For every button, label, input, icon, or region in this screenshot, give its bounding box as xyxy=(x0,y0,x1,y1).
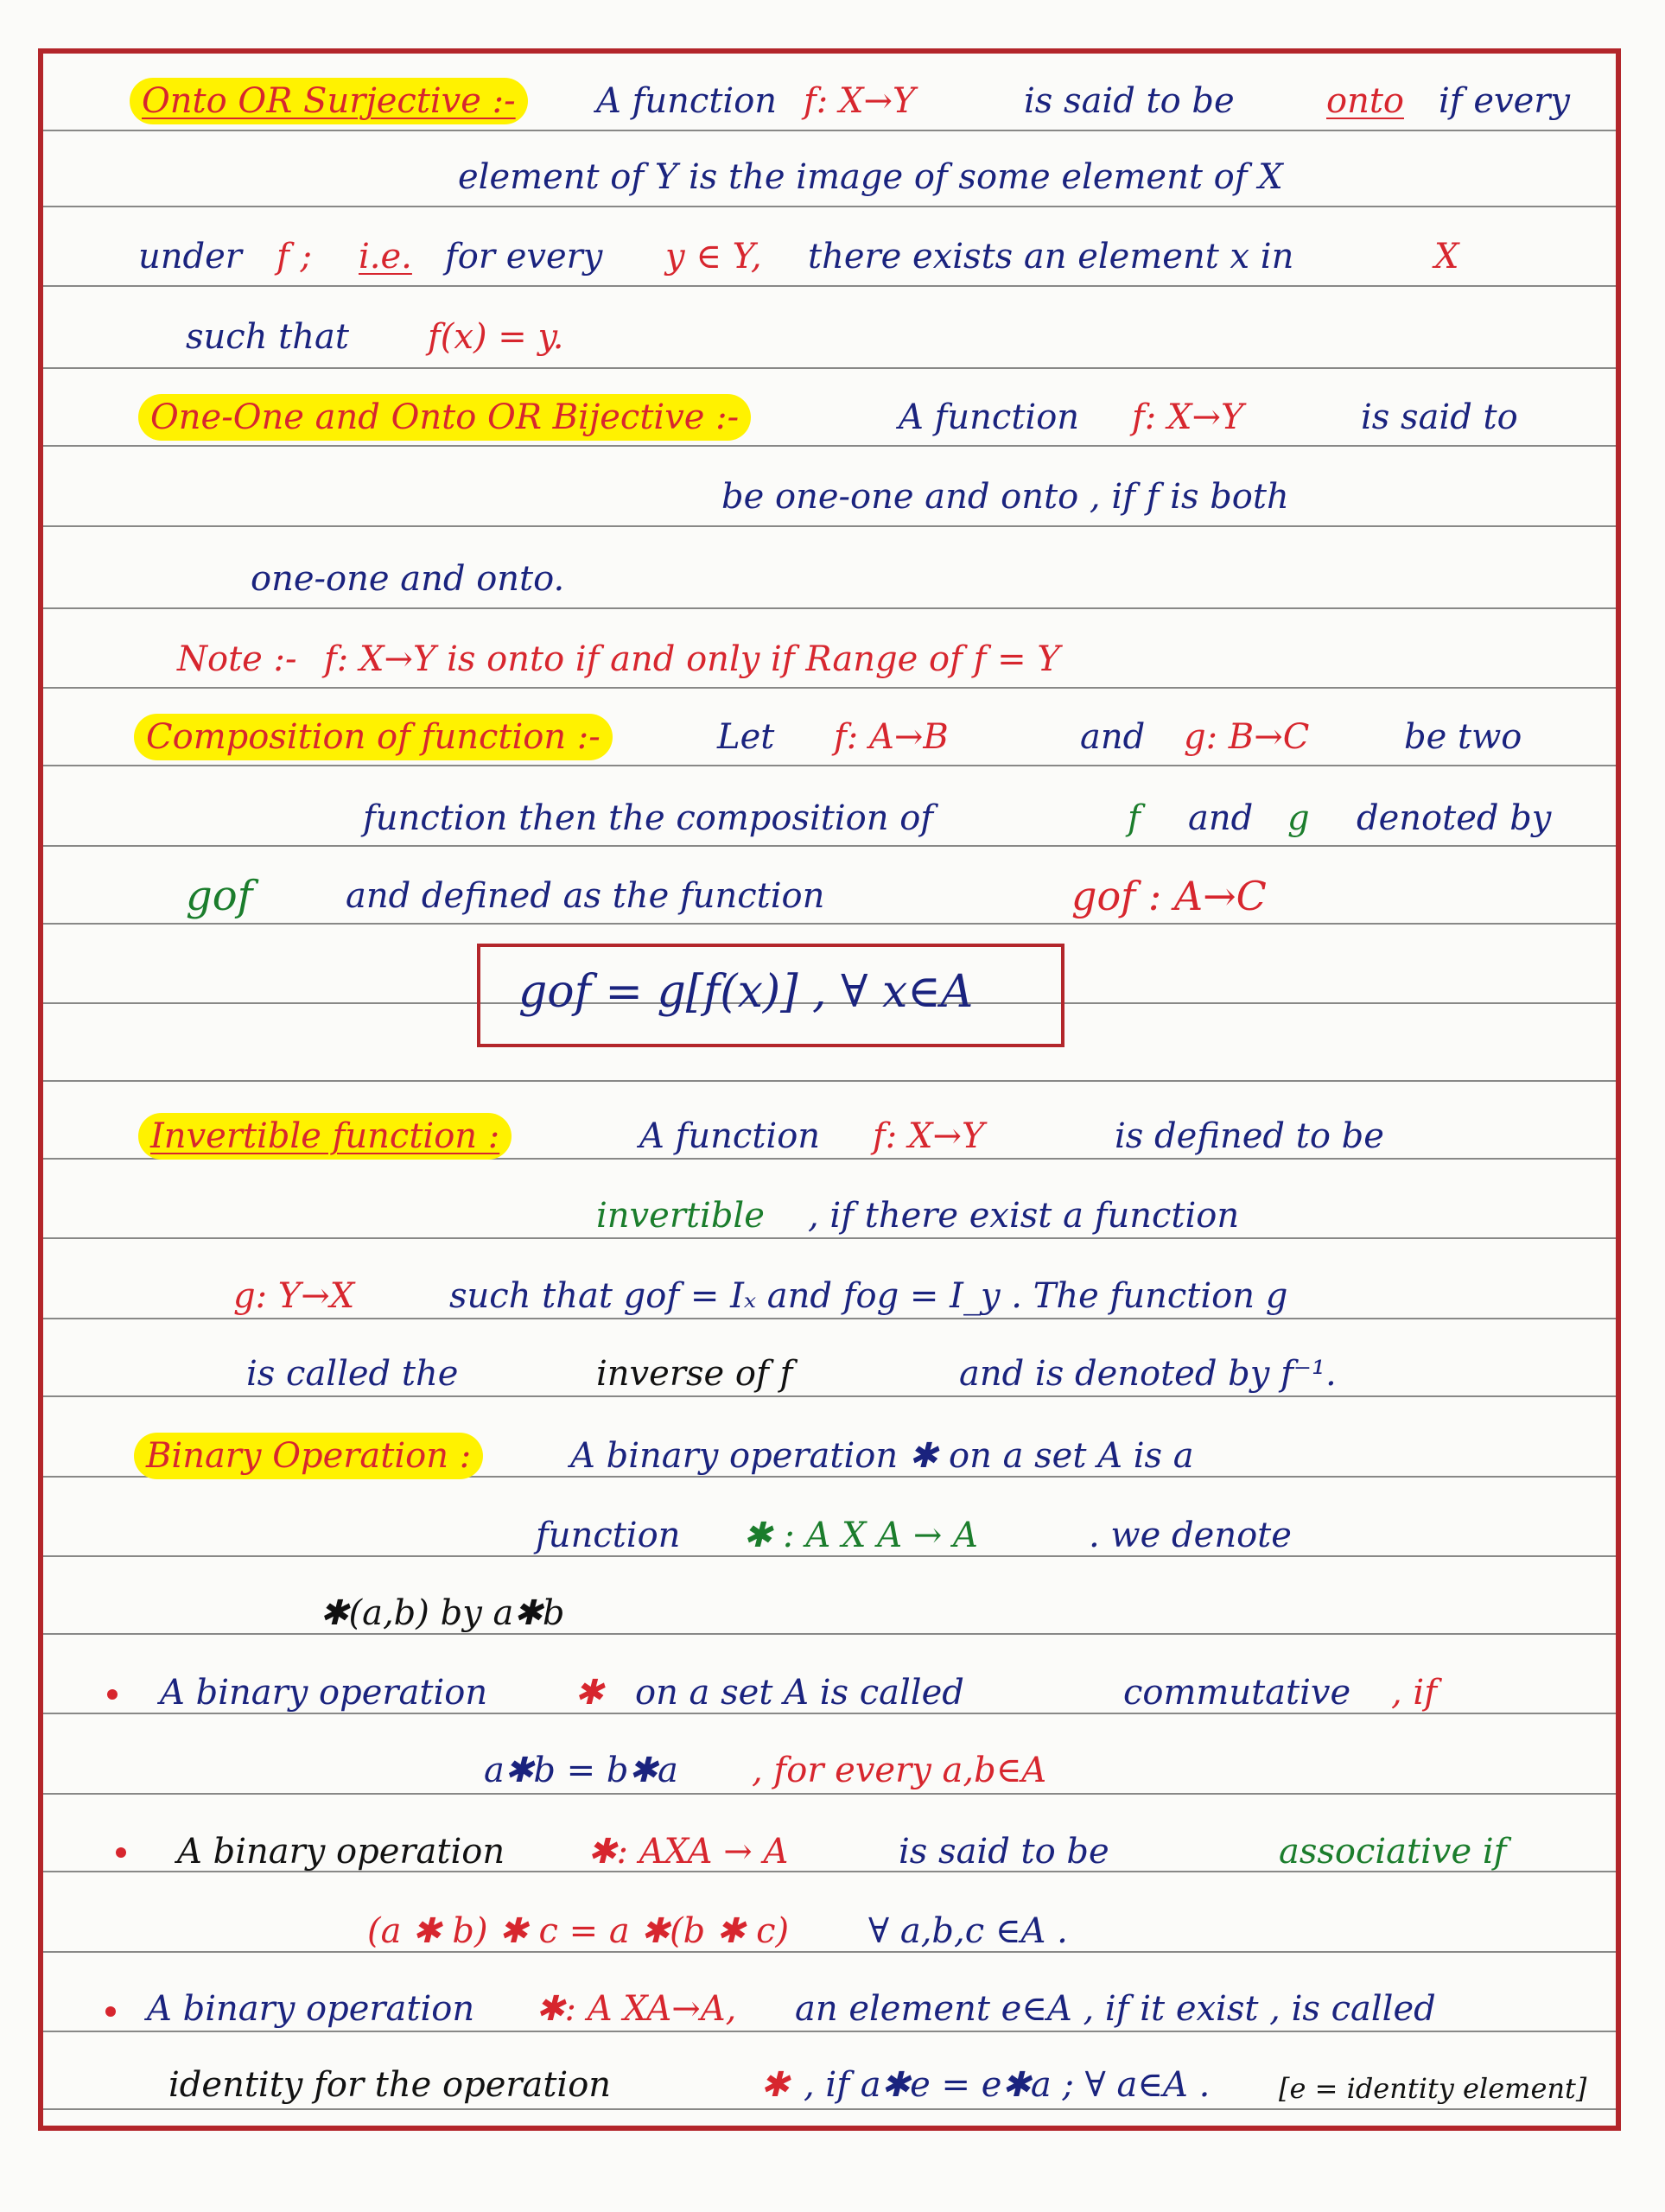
onto-text: under xyxy=(138,237,242,276)
binary-text: ✱(a,b) by a✱b xyxy=(320,1593,565,1633)
onto-text: is said to be xyxy=(1024,81,1235,121)
invertible-text: A function xyxy=(639,1116,821,1156)
onto-text: for every xyxy=(445,237,603,276)
bullet-formula: (a ✱ b) ✱ c = a ✱(b ✱ c) xyxy=(367,1911,790,1951)
note-label: Note :- xyxy=(177,639,297,679)
composition-heading: Composition of function :- xyxy=(134,715,613,759)
bullet-dot xyxy=(105,2006,116,2017)
onto-text: i.e. xyxy=(359,237,412,276)
onto-text: there exists an element x in xyxy=(808,237,1294,276)
bullet-text: ✱: AXA → A xyxy=(588,1832,789,1872)
composition-text: and xyxy=(1188,798,1254,838)
composition-text: function then the composition of xyxy=(363,798,934,838)
composition-text: gof xyxy=(186,872,253,920)
invertible-text: is called the xyxy=(246,1354,459,1394)
bullet-text: ✱: A XA→A, xyxy=(536,1989,737,2029)
onto-keyword: onto xyxy=(1326,81,1404,121)
bijective-text: one-one and onto. xyxy=(251,559,565,599)
bullet-keyword: identity for the operation xyxy=(168,2065,612,2105)
bullet-text: A binary operation xyxy=(177,1832,505,1872)
bullet-text: ∀ a,b,c ∈A . xyxy=(868,1911,1068,1951)
onto-text: f ; xyxy=(276,237,312,276)
bijective-heading: One-One and Onto OR Bijective :- xyxy=(138,396,751,439)
bullet-text: , for every a,b∈A xyxy=(752,1751,1047,1790)
binary-text: ✱ : A X A → A xyxy=(743,1516,978,1555)
bullet-text: an element e∈A , if it exist , is called xyxy=(795,1989,1436,2029)
bijective-text: A function xyxy=(899,397,1080,437)
invertible-text: and is denoted by f⁻¹. xyxy=(959,1354,1337,1394)
onto-text: A function xyxy=(596,81,778,121)
page-border xyxy=(38,48,1621,2131)
binary-text: A binary operation ✱ on a set A is a xyxy=(570,1436,1194,1476)
invertible-text: is defined to be xyxy=(1115,1116,1384,1156)
onto-func: f: X→Y xyxy=(804,81,916,121)
bijective-func: f: X→Y xyxy=(1132,397,1244,437)
onto-text: f(x) = y. xyxy=(428,317,564,357)
onto-text: X xyxy=(1434,237,1459,276)
bullet-text: ✱ xyxy=(760,2065,790,2105)
bullet-text: A binary operation xyxy=(147,1989,475,2029)
composition-text: Let xyxy=(717,717,775,757)
onto-text: element of Y is the image of some element of X xyxy=(458,157,1283,197)
bullet-keyword: associative if xyxy=(1279,1832,1507,1872)
binary-heading: Binary Operation : xyxy=(134,1434,483,1478)
composition-text: and defined as the function xyxy=(346,876,825,916)
binary-text: function xyxy=(536,1516,681,1555)
invertible-text: f: X→Y xyxy=(873,1116,985,1156)
bullet-dot xyxy=(116,1847,126,1858)
bullet-text: ✱ xyxy=(575,1673,604,1713)
bullet-dot xyxy=(107,1689,118,1700)
bijective-text: is said to xyxy=(1361,397,1518,437)
onto-text: such that xyxy=(186,317,349,357)
composition-text: gof : A→C xyxy=(1071,873,1267,919)
onto-heading: Onto OR Surjective :- xyxy=(130,79,528,123)
composition-formula: gof = g[f(x)] , ∀ x∈A xyxy=(518,966,974,1018)
invertible-heading: Invertible function : xyxy=(138,1115,512,1158)
onto-text: y ∈ Y, xyxy=(665,237,762,276)
note-text: f: X→Y is onto if and only if Range of f = Y xyxy=(324,639,1060,679)
invertible-text: such that gof = Iₓ and fog = I_y . The function g xyxy=(449,1276,1288,1316)
invertible-keyword: inverse of f xyxy=(596,1354,793,1394)
bullet-note: [e = identity element] xyxy=(1279,2072,1587,2105)
composition-text: and xyxy=(1080,717,1146,757)
bullet-text: , if a✱e = e✱a ; ∀ a∈A . xyxy=(804,2065,1211,2105)
composition-text: f xyxy=(1128,798,1141,838)
bullet-keyword: commutative xyxy=(1123,1673,1351,1713)
composition-text: f: A→B xyxy=(834,717,949,757)
invertible-keyword: invertible xyxy=(596,1196,765,1236)
binary-text: . we denote xyxy=(1089,1516,1292,1555)
bullet-text: on a set A is called xyxy=(635,1673,964,1713)
bullet-text: , if xyxy=(1391,1673,1438,1713)
composition-text: be two xyxy=(1404,717,1522,757)
composition-text: denoted by xyxy=(1357,798,1552,838)
bullet-formula: a✱b = b✱a xyxy=(484,1751,678,1790)
invertible-text: g: Y→X xyxy=(233,1276,355,1316)
bullet-text: A binary operation xyxy=(160,1673,488,1713)
bijective-text: be one-one and onto , if f is both xyxy=(721,477,1289,517)
onto-text: if every xyxy=(1439,81,1570,121)
composition-text: g xyxy=(1287,798,1310,838)
invertible-text: , if there exist a function xyxy=(808,1196,1240,1236)
composition-text: g: B→C xyxy=(1184,717,1310,757)
bullet-text: is said to be xyxy=(899,1832,1109,1872)
